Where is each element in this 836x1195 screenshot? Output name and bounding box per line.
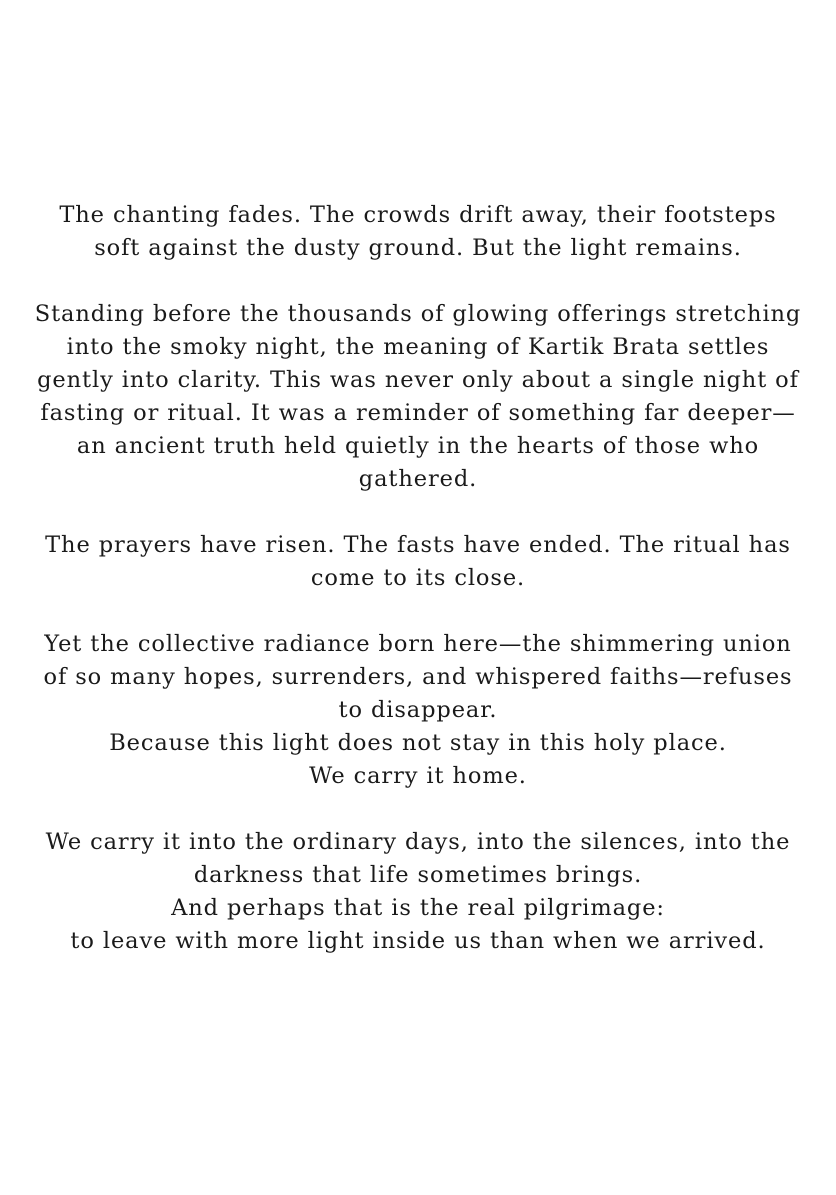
text-line: into the smoky night, the meaning of Kartik Brata settles [66, 334, 770, 360]
text-line: gently into clarity. This was never only about a single night of [37, 367, 799, 393]
text-line: of so many hopes, surrenders, and whispered faiths—refuses [43, 664, 793, 690]
paragraph-3 [30, 529, 806, 595]
text-line: to leave with more light inside us than when we arrived. [70, 928, 766, 954]
text-line: Yet the collective radiance born here—the shimmering union [44, 631, 792, 657]
text-line: gathered. [358, 466, 478, 492]
text-line: We carry it into the ordinary days, into the silences, into the [45, 829, 791, 855]
paragraph-4 [30, 628, 806, 793]
text-line: And perhaps that is the real pilgrimage: [171, 895, 665, 921]
paragraph-2 [30, 298, 806, 496]
text-line: We carry it home. [309, 763, 527, 789]
text-line: Because this light does not stay in this holy place. [109, 730, 727, 756]
paragraph-5 [30, 826, 806, 958]
text-line: The prayers have risen. The fasts have ended. The ritual has [45, 532, 791, 558]
text-line: fasting or ritual. It was a reminder of something far deeper— [40, 400, 796, 426]
text-line: come to its close. [310, 565, 526, 591]
text-line: Standing before the thousands of glowing offerings stretching [34, 301, 802, 327]
text-line: an ancient truth held quietly in the hearts of those who [76, 433, 760, 459]
text-line: soft against the dusty ground. But the light remains. [94, 235, 742, 261]
text-line: to disappear. [338, 697, 498, 723]
paragraph-1 [30, 199, 806, 265]
text-line: darkness that life sometimes brings. [193, 862, 643, 888]
text-line: The chanting fades. The crowds drift away, their footsteps [59, 202, 777, 228]
body-text [30, 199, 806, 991]
